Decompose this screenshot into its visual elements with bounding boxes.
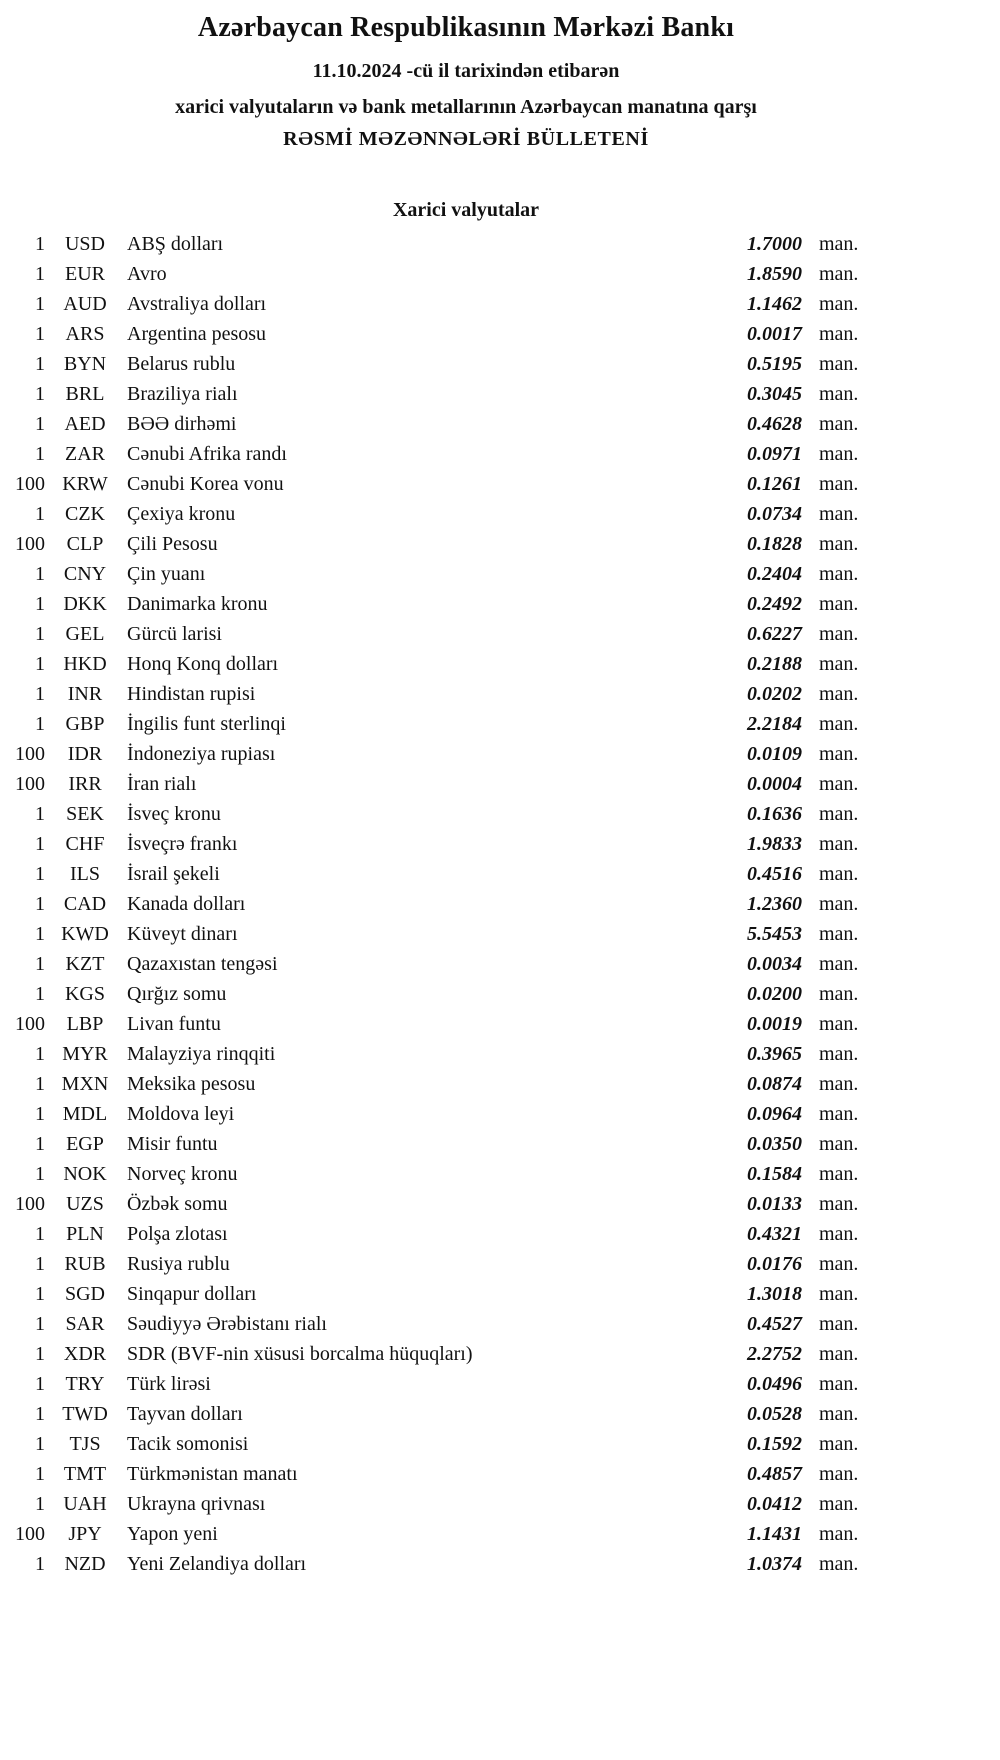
row-currency-code: RUB [64, 1253, 106, 1275]
row-currency-name: Honq Konq dolları [127, 653, 279, 675]
row-unit-label: man. [819, 293, 859, 315]
row-currency-name: Gürcü larisi [127, 623, 222, 645]
row-quantity: 1 [35, 323, 45, 345]
row-unit-label: man. [819, 653, 859, 675]
table-row [0, 1339, 862, 1369]
row-rate-value: 0.2492 [747, 593, 802, 615]
row-unit-label: man. [819, 563, 859, 585]
row-currency-name: ABŞ dolları [127, 233, 224, 255]
row-unit-label: man. [819, 863, 859, 885]
row-quantity: 1 [35, 893, 45, 915]
row-rate-value: 0.0109 [747, 743, 802, 765]
row-quantity: 1 [35, 683, 45, 705]
row-unit-label: man. [819, 1313, 859, 1335]
row-currency-code: XDR [63, 1343, 107, 1365]
table-row [0, 1189, 862, 1219]
row-rate-value: 0.0971 [747, 443, 802, 465]
row-currency-code: AUD [63, 293, 107, 315]
currency-table [0, 229, 862, 1579]
row-rate-value: 0.0176 [747, 1253, 802, 1275]
row-unit-label: man. [819, 713, 859, 735]
row-rate-value: 2.2752 [747, 1343, 802, 1365]
row-quantity: 1 [35, 653, 45, 675]
row-unit-label: man. [819, 983, 859, 1005]
row-currency-name: Türk lirəsi [127, 1373, 211, 1395]
row-unit-label: man. [819, 533, 859, 555]
row-currency-name: Qazaxıstan tengəsi [127, 953, 278, 975]
row-currency-code: SAR [65, 1313, 105, 1335]
row-currency-name: Polşa zlotası [127, 1223, 228, 1245]
row-unit-label: man. [819, 743, 859, 765]
row-currency-name: Özbək somu [127, 1193, 228, 1215]
row-quantity: 1 [35, 1043, 45, 1065]
table-row [0, 319, 862, 349]
row-unit-label: man. [819, 263, 859, 285]
row-rate-value: 2.2184 [747, 713, 802, 735]
row-quantity: 1 [35, 563, 45, 585]
row-currency-code: KZT [65, 953, 105, 975]
row-rate-value: 1.8590 [747, 263, 802, 285]
row-currency-code: DKK [63, 593, 107, 615]
row-rate-value: 0.1636 [747, 803, 802, 825]
row-currency-code: IDR [67, 743, 103, 765]
row-currency-name: İsveç kronu [127, 803, 221, 825]
table-row [0, 1429, 862, 1459]
row-currency-name: İndoneziya rupiası [127, 743, 276, 765]
row-currency-name: Tayvan dolları [127, 1403, 243, 1425]
row-quantity: 100 [15, 473, 45, 495]
row-unit-label: man. [819, 623, 859, 645]
row-quantity: 1 [35, 1163, 45, 1185]
row-currency-name: Meksika pesosu [127, 1073, 256, 1095]
row-rate-value: 0.0133 [747, 1193, 802, 1215]
row-currency-code: UAH [63, 1493, 107, 1515]
row-currency-name: Belarus rublu [127, 353, 236, 375]
table-row [0, 1489, 862, 1519]
row-currency-name: Argentina pesosu [127, 323, 267, 345]
table-row [0, 559, 862, 589]
row-rate-value: 0.0874 [747, 1073, 802, 1095]
row-quantity: 1 [35, 593, 45, 615]
row-quantity: 1 [35, 383, 45, 405]
row-currency-code: ZAR [65, 443, 105, 465]
row-quantity: 1 [35, 1493, 45, 1515]
row-unit-label: man. [819, 413, 859, 435]
row-quantity: 1 [35, 1133, 45, 1155]
row-rate-value: 0.0496 [747, 1373, 802, 1395]
row-unit-label: man. [819, 443, 859, 465]
table-row [0, 829, 862, 859]
row-unit-label: man. [819, 383, 859, 405]
row-quantity: 1 [35, 1223, 45, 1245]
table-row [0, 439, 862, 469]
row-unit-label: man. [819, 353, 859, 375]
row-rate-value: 5.5453 [747, 923, 802, 945]
row-currency-code: SGD [64, 1283, 105, 1305]
row-quantity: 1 [35, 1373, 45, 1395]
row-rate-value: 1.1462 [747, 293, 802, 315]
row-unit-label: man. [819, 683, 859, 705]
table-row [0, 1099, 862, 1129]
row-unit-label: man. [819, 1013, 859, 1035]
row-currency-code: AED [64, 413, 106, 435]
row-currency-name: Qırğız somu [127, 983, 227, 1005]
table-row [0, 499, 862, 529]
table-row [0, 289, 862, 319]
row-rate-value: 0.0734 [747, 503, 802, 525]
row-unit-label: man. [819, 1433, 859, 1455]
row-currency-name: İngilis funt sterlinqi [127, 713, 286, 735]
row-quantity: 1 [35, 443, 45, 465]
row-unit-label: man. [819, 1043, 859, 1065]
row-quantity: 1 [35, 1283, 45, 1305]
row-unit-label: man. [819, 1073, 859, 1095]
row-currency-code: CAD [63, 893, 107, 915]
row-rate-value: 0.4321 [747, 1223, 802, 1245]
table-row [0, 1549, 862, 1579]
row-currency-code: KGS [64, 983, 105, 1005]
table-row [0, 1159, 862, 1189]
row-quantity: 1 [35, 1463, 45, 1485]
row-quantity: 1 [35, 1313, 45, 1335]
row-rate-value: 1.3018 [747, 1283, 802, 1305]
row-currency-name: Cənubi Korea vonu [127, 473, 284, 495]
row-currency-code: TJS [69, 1433, 101, 1455]
row-currency-code: MXN [61, 1073, 109, 1095]
row-currency-code: EUR [65, 263, 105, 285]
row-rate-value: 1.1431 [747, 1523, 802, 1545]
row-rate-value: 0.0350 [747, 1133, 802, 1155]
row-unit-label: man. [819, 323, 859, 345]
row-quantity: 1 [35, 1403, 45, 1425]
row-currency-code: EGP [66, 1133, 104, 1155]
row-currency-code: BYN [63, 353, 107, 375]
row-currency-code: KRW [62, 473, 108, 495]
row-currency-name: Rusiya rublu [127, 1253, 230, 1275]
table-row [0, 1519, 862, 1549]
row-currency-name: Çexiya kronu [127, 503, 236, 525]
row-rate-value: 0.0019 [747, 1013, 802, 1035]
row-unit-label: man. [819, 1163, 859, 1185]
row-unit-label: man. [819, 1493, 859, 1515]
row-currency-name: Türkmənistan manatı [127, 1463, 298, 1485]
row-rate-value: 1.0374 [747, 1553, 802, 1575]
document-header [4, 0, 928, 151]
row-currency-name: İran rialı [127, 773, 197, 795]
row-rate-value: 0.3045 [747, 383, 802, 405]
row-currency-name: Yeni Zelandiya dolları [127, 1553, 307, 1575]
row-currency-code: LBP [66, 1013, 104, 1035]
row-unit-label: man. [819, 1373, 859, 1395]
row-currency-code: INR [67, 683, 103, 705]
row-currency-name: Kanada dolları [127, 893, 246, 915]
row-unit-label: man. [819, 1343, 859, 1365]
row-currency-name: İsveçrə frankı [127, 833, 238, 855]
row-rate-value: 0.0034 [747, 953, 802, 975]
row-rate-value: 0.0200 [747, 983, 802, 1005]
row-currency-name: Livan funtu [127, 1013, 221, 1035]
row-rate-value: 1.9833 [747, 833, 802, 855]
row-currency-code: MYR [62, 1043, 108, 1065]
row-rate-value: 0.0004 [747, 773, 802, 795]
row-currency-name: Çin yuanı [127, 563, 206, 585]
table-row [0, 1399, 862, 1429]
row-quantity: 1 [35, 413, 45, 435]
row-currency-name: Yapon yeni [127, 1523, 218, 1545]
row-quantity: 1 [35, 353, 45, 375]
row-currency-code: USD [64, 233, 105, 255]
table-row [0, 619, 862, 649]
row-unit-label: man. [819, 893, 859, 915]
row-currency-name: BƏƏ dirhəmi [127, 413, 237, 435]
row-quantity: 1 [35, 1433, 45, 1455]
row-quantity: 1 [35, 713, 45, 735]
row-currency-code: CLP [66, 533, 104, 555]
table-row [0, 1309, 862, 1339]
row-unit-label: man. [819, 1283, 859, 1305]
row-unit-label: man. [819, 773, 859, 795]
row-quantity: 1 [35, 503, 45, 525]
table-row [0, 259, 862, 289]
table-row [0, 1129, 862, 1159]
row-currency-code: NOK [63, 1163, 107, 1185]
row-rate-value: 0.1584 [747, 1163, 802, 1185]
row-quantity: 1 [35, 263, 45, 285]
row-quantity: 100 [15, 743, 45, 765]
row-currency-code: MDL [62, 1103, 108, 1125]
row-currency-name: İsrail şekeli [127, 863, 220, 885]
row-quantity: 1 [35, 293, 45, 315]
row-currency-code: NZD [64, 1553, 106, 1575]
row-rate-value: 0.4628 [747, 413, 802, 435]
row-currency-code: KWD [61, 923, 109, 945]
row-rate-value: 0.1261 [747, 473, 802, 495]
table-row [0, 1219, 862, 1249]
document-subtitle: xarici valyutaların və bank metallarının Azərbaycan manatına qarşı [175, 96, 757, 118]
row-currency-code: JPY [68, 1523, 102, 1545]
row-currency-name: Sinqapur dolları [127, 1283, 257, 1305]
row-rate-value: 0.0528 [747, 1403, 802, 1425]
row-unit-label: man. [819, 1403, 859, 1425]
row-quantity: 1 [35, 623, 45, 645]
table-row [0, 1459, 862, 1489]
row-currency-code: CNY [63, 563, 107, 585]
row-currency-name: SDR (BVF-nin xüsusi borcalma hüquqları) [127, 1343, 473, 1365]
row-currency-name: Misir funtu [127, 1133, 218, 1155]
row-unit-label: man. [819, 1223, 859, 1245]
row-currency-code: IRR [68, 773, 102, 795]
row-quantity: 1 [35, 1553, 45, 1575]
row-rate-value: 0.0017 [747, 323, 802, 345]
row-quantity: 1 [35, 233, 45, 255]
row-quantity: 1 [35, 983, 45, 1005]
table-row [0, 1009, 862, 1039]
row-unit-label: man. [819, 233, 859, 255]
row-quantity: 1 [35, 1073, 45, 1095]
row-quantity: 1 [35, 953, 45, 975]
row-currency-code: TMT [63, 1463, 107, 1485]
row-currency-code: CZK [65, 503, 105, 525]
row-rate-value: 1.7000 [747, 233, 802, 255]
row-rate-value: 0.1592 [747, 1433, 802, 1455]
row-currency-code: UZS [66, 1193, 104, 1215]
row-quantity: 1 [35, 1343, 45, 1365]
row-currency-name: Cənubi Afrika randı [127, 443, 287, 465]
row-quantity: 100 [15, 773, 45, 795]
row-quantity: 1 [35, 833, 45, 855]
row-currency-code: CHF [65, 833, 105, 855]
row-currency-name: Norveç kronu [127, 1163, 238, 1185]
page-title: Azərbaycan Respublikasının Mərkəzi Bankı [197, 12, 735, 43]
row-currency-name: Ukrayna qrivnası [127, 1493, 266, 1515]
row-rate-value: 0.3965 [747, 1043, 802, 1065]
row-currency-code: TRY [65, 1373, 105, 1395]
row-rate-value: 0.2404 [747, 563, 802, 585]
row-rate-value: 0.0412 [747, 1493, 802, 1515]
row-currency-name: Avstraliya dolları [127, 293, 267, 315]
row-unit-label: man. [819, 923, 859, 945]
row-quantity: 100 [15, 1523, 45, 1545]
table-row [0, 1369, 862, 1399]
table-row [0, 409, 862, 439]
row-rate-value: 0.4857 [747, 1463, 802, 1485]
row-unit-label: man. [819, 1463, 859, 1485]
row-unit-label: man. [819, 1253, 859, 1275]
table-row [0, 1279, 862, 1309]
table-row [0, 349, 862, 379]
row-rate-value: 0.0202 [747, 683, 802, 705]
row-unit-label: man. [819, 953, 859, 975]
row-rate-value: 0.6227 [747, 623, 802, 645]
row-currency-code: BRL [65, 383, 105, 405]
table-row [0, 709, 862, 739]
bulletin-title: RƏSMİ MƏZƏNNƏLƏRİ BÜLLETENİ [283, 128, 649, 150]
row-unit-label: man. [819, 1193, 859, 1215]
table-row [0, 1039, 862, 1069]
row-unit-label: man. [819, 593, 859, 615]
row-rate-value: 0.1828 [747, 533, 802, 555]
row-quantity: 1 [35, 1103, 45, 1125]
table-row [0, 379, 862, 409]
row-currency-name: Malayziya rinqqiti [127, 1043, 276, 1065]
row-currency-name: Avro [127, 263, 167, 285]
table-row [0, 1069, 862, 1099]
table-row [0, 649, 862, 679]
row-currency-name: Braziliya rialı [127, 383, 238, 405]
row-currency-name: Danimarka kronu [127, 593, 268, 615]
row-quantity: 1 [35, 803, 45, 825]
table-row [0, 799, 862, 829]
table-row [0, 469, 862, 499]
table-row [0, 979, 862, 1009]
table-row [0, 769, 862, 799]
table-row [0, 589, 862, 619]
row-unit-label: man. [819, 1553, 859, 1575]
row-rate-value: 0.4516 [747, 863, 802, 885]
row-quantity: 1 [35, 863, 45, 885]
row-quantity: 100 [15, 533, 45, 555]
row-currency-code: GEL [65, 623, 105, 645]
row-unit-label: man. [819, 833, 859, 855]
row-currency-name: Səudiyyə Ərəbistanı rialı [127, 1313, 327, 1335]
table-row [0, 859, 862, 889]
row-quantity: 100 [15, 1013, 45, 1035]
row-unit-label: man. [819, 503, 859, 525]
row-currency-name: Hindistan rupisi [127, 683, 256, 705]
table-row [0, 889, 862, 919]
row-currency-name: Çili Pesosu [127, 533, 218, 555]
table-row [0, 229, 862, 259]
table-row [0, 529, 862, 559]
row-rate-value: 0.4527 [747, 1313, 802, 1335]
row-currency-name: Küveyt dinarı [127, 923, 238, 945]
row-currency-name: Tacik somonisi [127, 1433, 249, 1455]
row-rate-value: 0.0964 [747, 1103, 802, 1125]
row-rate-value: 0.2188 [747, 653, 802, 675]
row-currency-code: PLN [66, 1223, 104, 1245]
row-quantity: 1 [35, 1253, 45, 1275]
row-currency-code: SEK [66, 803, 104, 825]
row-rate-value: 0.5195 [747, 353, 802, 375]
row-quantity: 100 [15, 1193, 45, 1215]
row-currency-code: ARS [65, 323, 105, 345]
row-quantity: 1 [35, 923, 45, 945]
table-row [0, 679, 862, 709]
table-row [0, 949, 862, 979]
row-unit-label: man. [819, 803, 859, 825]
row-unit-label: man. [819, 473, 859, 495]
row-currency-code: GBP [65, 713, 105, 735]
table-row [0, 1249, 862, 1279]
row-rate-value: 1.2360 [747, 893, 802, 915]
row-unit-label: man. [819, 1523, 859, 1545]
section-title-foreign-currencies: Xarici valyutalar [392, 199, 540, 221]
row-currency-name: Moldova leyi [127, 1103, 235, 1125]
row-unit-label: man. [819, 1133, 859, 1155]
row-unit-label: man. [819, 1103, 859, 1125]
row-currency-code: ILS [70, 863, 100, 885]
table-row [0, 919, 862, 949]
row-currency-code: TWD [62, 1403, 108, 1425]
table-row [0, 739, 862, 769]
effective-date-line: 11.10.2024 -cü il tarixindən etibarən [312, 60, 620, 82]
row-currency-code: HKD [63, 653, 107, 675]
